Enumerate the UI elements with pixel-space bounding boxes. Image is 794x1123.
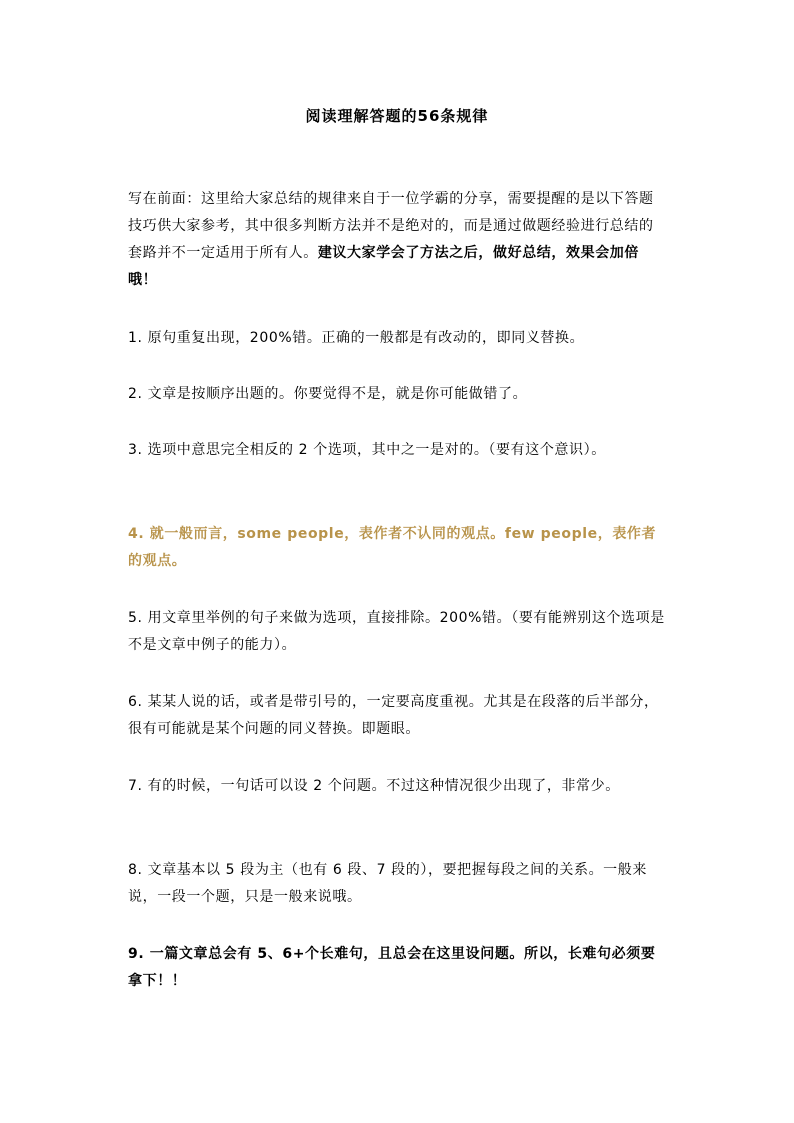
rule-4-highlighted: 4. 就一般而言，some people，表作者不认同的观点。few people，表作者的观点。 (128, 526, 657, 569)
rule-9-bold: 9. 一篇文章总会有 5、6+个长难句，且总会在这里设问题。所以，长难句必须要拿下！！ (128, 946, 656, 989)
rule-6: 6. 某某人说的话，或者是带引号的，一定要高度重视。尤其是在段落的后半部分，很有可能就是某个问题的同义替换。即题眼。 (128, 694, 659, 737)
rule-8: 8. 文章基本以 5 段为主（也有 6 段、7 段的），要把握每段之间的关系。一般来说，一段一个题，只是一般来说哦。 (128, 862, 647, 905)
rule-5: 5. 用文章里举例的句子来做为选项，直接排除。200%错。（要有能辨别这个选项是不是文章中例子的能力）。 (128, 610, 665, 653)
rule-1: 1. 原句重复出现，200%错。正确的一般都是有改动的，即同义替换。 (128, 330, 585, 346)
intro-paragraph (128, 186, 668, 294)
intro-bold-text: 建议大家学会了方法之后，做好总结，效果会加倍哦！ (128, 245, 640, 288)
rule-7: 7. 有的时候，一句话可以设 2 个问题。不过这种情况很少出现了，非常少。 (128, 778, 620, 794)
rule-3: 3. 选项中意思完全相反的 2 个选项，其中之一是对的。（要有这个意识）。 (128, 442, 606, 458)
intro-text: 写在前面：这里给大家总结的规律来自于一位学霸的分享，需要提醒的是以下答题技巧供大家参考，其中很多判断方法并不是绝对的，而是通过做题经验进行总结的套路并不一定适用于所有人。 (128, 191, 654, 261)
rule-2: 2. 文章是按顺序出题的。你要觉得不是，就是你可能做错了。 (128, 386, 528, 402)
document-title: 阅读理解答题的56条规律 (305, 107, 489, 125)
